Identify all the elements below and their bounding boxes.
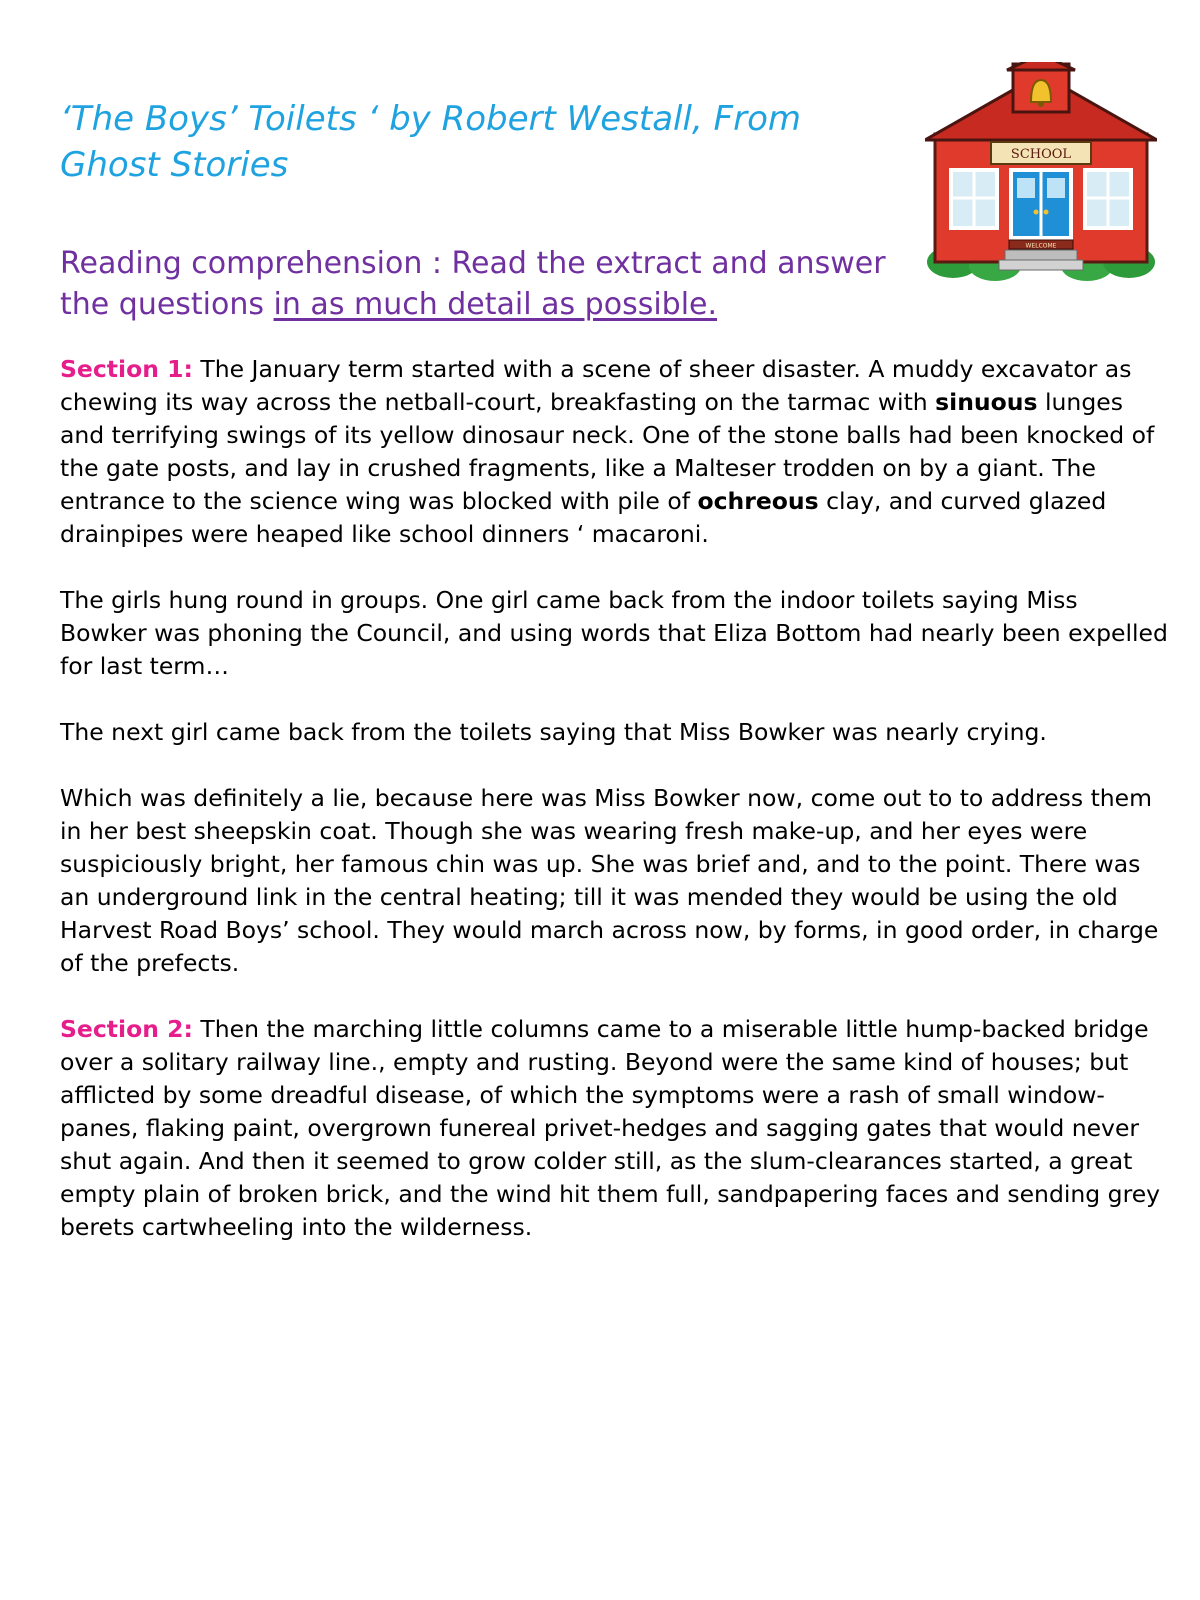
section-2-paragraph-1 xyxy=(60,1013,1170,1244)
instruction-emphasis: in as much detail as possible. xyxy=(273,287,718,322)
section-1-paragraph-1 xyxy=(60,353,1170,551)
section-2-label: Section 2: xyxy=(60,1015,193,1043)
vocab-word-ochreous: ochreous xyxy=(697,487,819,515)
instruction-text xyxy=(60,243,940,325)
extract-text xyxy=(60,353,1170,1277)
welcome-mat-text: WELCOME xyxy=(1025,242,1057,250)
bell-icon xyxy=(1031,80,1051,102)
section-1-paragraph-2: The girls hung round in groups. One girl came back from the indoor toilets saying Miss Bowker was phoning the Council, and using words that Eliza Bottom had nearly been expelled for last term… xyxy=(60,586,1168,680)
text-run: lunges and terrifying swings of its yellow dinosaur neck. One of the stone balls had been knocked of the gate posts, and lay in crushed fragments, like a Malteser trodden on by a giant. The entrance to the science wing was blocked with pile of xyxy=(60,388,1155,515)
text-run: The January term started with a scene of sheer disaster. A muddy excavator as chewing its way across the netball-court, breakfasting on the tarmac with xyxy=(60,355,1132,416)
vocab-word-sinuous: sinuous xyxy=(935,388,1038,416)
school-house-illustration xyxy=(925,62,1157,284)
school-sign-text: SCHOOL xyxy=(1010,147,1072,162)
section-1-paragraph-3: The next girl came back from the toilets saying that Miss Bowker was nearly crying. xyxy=(60,718,1047,746)
text-run: Then the marching little columns came to a miserable little hump-backed bridge over a solitary railway line., empty and rusting. Beyond were the same kind of houses; but afflicted by some dreadful disease, of which the symptoms were a rash of small window-panes, flaking paint, overgrown funereal privet-hedges and sagging gates that would never shut again. And then it seemed to grow colder still, as the slum-clearances started, a great empty plain of broken brick, and the wind hit them full, sandpapering faces and sending grey berets cartwheeling into the wilderness. xyxy=(60,1015,1161,1241)
instruction-prefix: Reading comprehension : Read the extract and answer the questions xyxy=(60,246,886,322)
section-1-paragraph-4: Which was definitely a lie, because here was Miss Bowker now, come out to to address them in her best sheepskin coat. Though she was wearing fresh make-up, and her eyes were suspiciously bright, her famous chin was up. She was brief and, and to the point. There was an underground link in the central heating; till it was mended they would be using the old Harvest Road Boys’ school. They would march across now, by forms, in good order, in charge of the prefects. xyxy=(60,784,1159,977)
text-run: clay, and curved glazed drainpipes were heaped like school dinners ‘ macaroni. xyxy=(60,487,1107,548)
page-title: ‘The Boys’ Toilets ‘ by Robert Westall, From Ghost Stories xyxy=(60,99,802,185)
section-1-label: Section 1: xyxy=(60,355,193,383)
